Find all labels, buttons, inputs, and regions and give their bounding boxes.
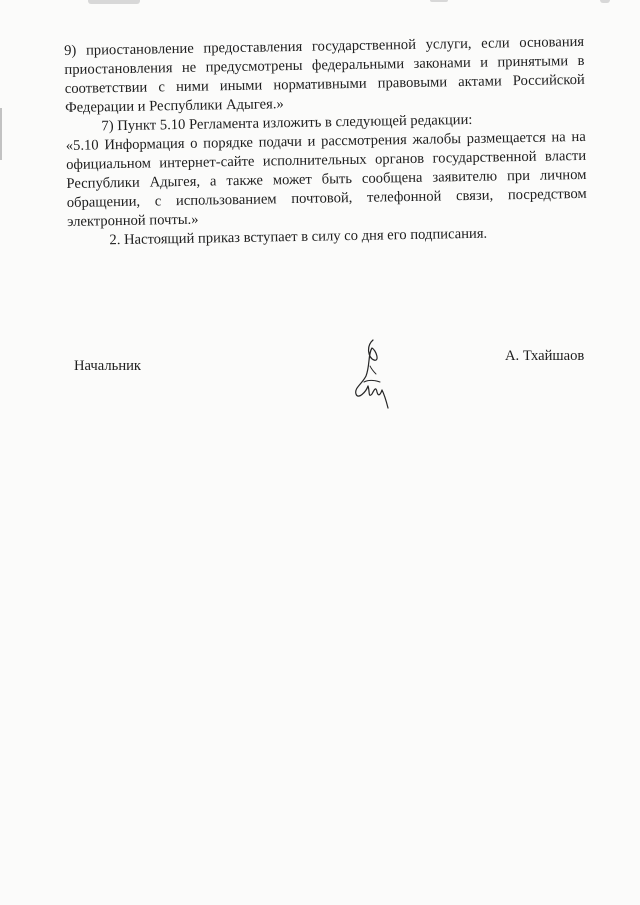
scan-artifact <box>430 0 448 2</box>
paragraph-quote-5-10: «5.10 Информация о порядке подачи и рассмотрения жалобы размещается на на официальном интернет-сайте исполнительных органов государственной власти Республики Адыгея, а также может быть сообщена заявителю при личном обращении, с использованием почтовой, телефонной связи, посредством электронной почты.» <box>65 128 587 230</box>
signatory-title: Начальник <box>74 358 142 374</box>
scan-artifact <box>600 0 610 3</box>
handwritten-signature <box>346 336 396 410</box>
document-body <box>64 33 588 251</box>
paragraph-item-7: 7) Пункт 5.10 Регламента изложить в следующей редакции: <box>101 111 473 135</box>
scan-artifact <box>88 0 140 4</box>
paragraph-item-9: 9) приостановление предоставления государственной услуги, если основания приостановления не предусмотрены федеральными законами и принятыми в соответствии с ними иными нормативными правовыми актами Российской Федерации и Республики Адыгея.» <box>64 33 585 116</box>
signatory-name: А. Тхайшаов <box>505 348 585 364</box>
scan-edge-mark <box>0 108 2 160</box>
paragraph-effective-date: 2. Настоящий приказ вступает в силу со дня его подписания. <box>109 225 488 249</box>
